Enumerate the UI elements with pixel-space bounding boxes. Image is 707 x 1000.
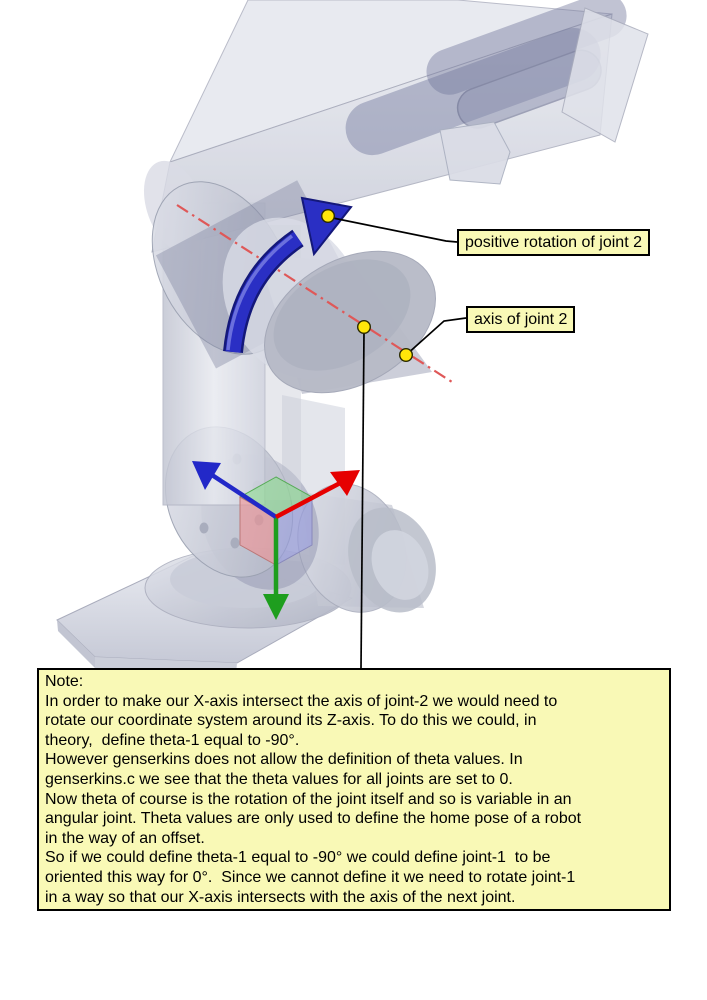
arm-underside-block xyxy=(440,122,510,184)
marker-dot xyxy=(400,349,413,362)
flange-hole xyxy=(231,538,240,549)
marker-dot xyxy=(322,210,335,223)
callout-axis-of-joint2: axis of joint 2 xyxy=(466,306,575,333)
flange-hole xyxy=(200,523,209,534)
note-box: Note: In order to make our X-axis intersect the axis of joint-2 we would need to rotate our coordinate system around its Z-axis. To do this we could, in theory, define theta-1 equal to -90°. However genserkins does not allow the definition of theta values. In genserkins.c we see that the theta values for all joints are set to 0. Now theta of course is the rotation of the joint itself and so is variable in an angular joint. Theta values are only used to define the home pose of a robot in the way of an offset. So if we could define theta-1 equal to -90° we could define joint-1 to be oriented this way for 0°. Since we cannot define it we need to rotate joint-1 in a way so that our X-axis intersects with the axis of the next joint. xyxy=(37,668,671,911)
marker-dot xyxy=(358,321,371,334)
callout-positive-rotation: positive rotation of joint 2 xyxy=(457,229,650,256)
robot-arm-model xyxy=(57,0,648,674)
callout-leader-line xyxy=(328,217,457,242)
